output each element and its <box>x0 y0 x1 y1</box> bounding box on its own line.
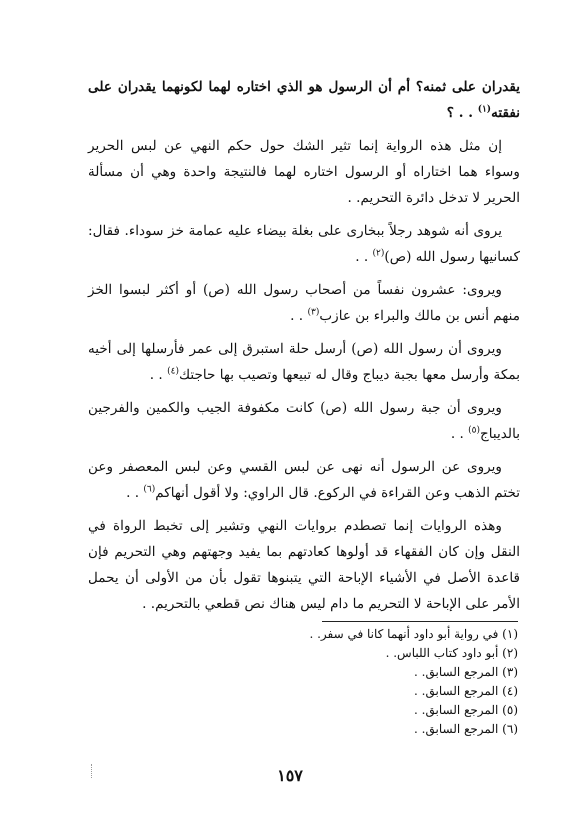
main-text <box>88 74 520 624</box>
paragraph-1-text: يقدران على ثمنه؟ أم أن الرسول هو الذي اختاره لهما لكونهما يقدران على نفقته <box>88 79 520 121</box>
paragraph-4 <box>88 277 520 329</box>
paragraph-5-tail: . . <box>149 367 163 383</box>
paragraph-5 <box>88 336 520 388</box>
footnote-ref-4: (٤) <box>167 366 179 377</box>
footnote-3: (٣) المرجع السابق. . <box>414 665 518 679</box>
footnote-1: (١) في رواية أبو داود أنهما كانا في سفر. . <box>309 627 518 641</box>
paragraph-7-text: ويروى عن الرسول أنه نهى عن لبس القسي وعن لبس المعصفر وعن تختم الذهب وعن القراءة في الركوع. قال الراوي: ولا أقول أنهاكم <box>88 459 520 501</box>
paragraph-2-text: إن مثل هذه الرواية إنما تثير الشك حول حكم النهي عن لبس الحرير وسواء هما اختاراه أو الرسول اختاره لهما فالنتيجة واحدة وهي أن مسألة الحرير لا تدخل دائرة التحريم. . <box>88 138 520 206</box>
paragraph-3 <box>88 218 520 270</box>
footnote-6: (٦) المرجع السابق. . <box>414 722 518 736</box>
footnote-ref-3: (٣) <box>307 307 320 318</box>
paragraph-7 <box>88 454 520 506</box>
paragraph-1 <box>88 74 520 126</box>
footnote-4: (٤) المرجع السابق. . <box>414 684 518 698</box>
footnote-ref-6: (٦) <box>143 484 156 495</box>
paragraph-1-tail: . . ؟ <box>446 105 473 121</box>
paragraph-3-text: يروى أنه شوهد رجلاً ببخارى على بغلة بيضاء عليه عمامة خز سوداء. فقال: كسانيها رسول الله (ص) <box>88 223 520 265</box>
footnote-ref-5: (٥) <box>468 425 480 436</box>
page-number: ١٥٧ <box>277 766 303 785</box>
paragraph-3-tail: . . <box>355 249 369 265</box>
paragraph-4-tail: . . <box>290 308 304 324</box>
footnote-5: (٥) المرجع السابق. . <box>414 703 518 717</box>
paragraph-6-tail: . . <box>450 426 464 442</box>
paragraph-6-text: ويروى أن جبة رسول الله (ص) كانت مكفوفة الجيب والكمين والفرجين بالديباج <box>88 400 520 442</box>
paragraph-2 <box>88 133 520 211</box>
paragraph-5-text: ويروى أن رسول الله (ص) أرسل حلة استبرق إلى عمر فأرسلها إلى أخيه بمكة وأرسل معها بجبة ديباج وقال له تبيعها وتصيب بها حاجتك <box>88 341 520 383</box>
paragraph-8 <box>88 513 520 617</box>
paragraph-8-text: وهذه الروايات إنما تصطدم بروايات النهي وتشير إلى تخبط الرواة في النقل وإن كان الفقهاء قد أولوها كعادتهم بما يفيد وجهتهم وهي التحريم فإن قاعدة الأصل في الأشياء الإباحة التي يتبنوها تقول بأن من الأولى أن يحمل الأمر على الإباحة لا التحريم ما دام ليس هناك نص قطعي بالتحريم. . <box>88 518 520 612</box>
paragraph-6 <box>88 395 520 447</box>
footnote-2: (٢) أبو داود كتاب اللباس. . <box>385 646 518 660</box>
footnote-ref-2: (٢) <box>372 248 385 259</box>
footnotes <box>200 625 518 739</box>
paragraph-4-text: ويروى: عشرون نفساً من أصحاب رسول الله (ص) أو أكثر لبسوا الخز منهم أنس بن مالك والبراء بن عازب <box>88 282 520 324</box>
paragraph-7-tail: . . <box>126 485 140 501</box>
footnote-divider <box>322 621 518 622</box>
footnote-ref-1: (١) <box>477 104 492 115</box>
